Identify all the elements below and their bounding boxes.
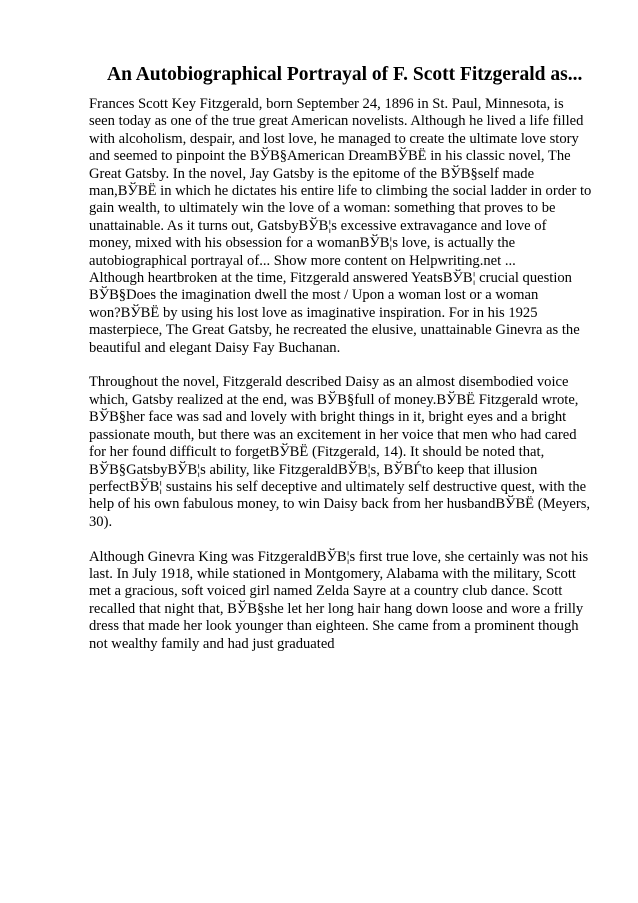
document-title: An Autobiographical Portrayal of F. Scott Fitzgerald as... bbox=[107, 64, 583, 85]
text-line: and seemed to pinpoint the BЎB§American DreamBЎBЁ in his classic novel, The bbox=[89, 148, 571, 165]
text-line: last. In July 1918, while stationed in Montgomery, Alabama with the military, Scott bbox=[89, 565, 576, 582]
text-line: Throughout the novel, Fitzgerald described Daisy as an almost disembodied voice bbox=[89, 374, 569, 391]
text-line: Although heartbroken at the time, Fitzgerald answered YeatsBЎB¦ crucial question bbox=[89, 270, 572, 287]
text-line: BЎB§Does the imagination dwell the most / Upon a woman lost or a woman bbox=[89, 287, 539, 304]
text-line: money, mixed with his obsession for a womanBЎB¦s love, is actually the bbox=[89, 235, 516, 252]
text-line: for her found difficult to forgetBЎBЁ (Fitzgerald, 14). It should be noted that, bbox=[89, 444, 545, 461]
text-line: which, Gatsby realized at the end, was BЎB§full of money.BЎBЁ Fitzgerald wrote, bbox=[89, 391, 579, 408]
paragraph-3 bbox=[89, 549, 594, 653]
text-line: gain wealth, to ultimately win the love of a woman: something that proves to be bbox=[89, 200, 556, 217]
text-line: won?BЎBЁ by using his lost love as imaginative inspiration. For in his 1925 bbox=[89, 304, 538, 321]
text-line: BЎB§her face was sad and lovely with bright things in it, bright eyes and a bright bbox=[89, 409, 567, 426]
text-line: perfectBЎB¦ sustains his self deceptive and ultimately self destructive quest, with the bbox=[89, 478, 587, 495]
text-line: Great Gatsby. In the novel, Jay Gatsby is the epitome of the BЎB§self made bbox=[89, 165, 535, 182]
text-line: man,BЎBЁ in which he dictates his entire life to climbing the social ladder in order to bbox=[89, 183, 592, 200]
text-line: with alcoholism, despair, and lost love, he managed to create the ultimate love story bbox=[89, 130, 579, 147]
text-line: seen today as one of the true great American novelists. Although he lived a life filled bbox=[89, 113, 584, 130]
text-line: dress that made her look younger than eighteen. She came from a prominent though bbox=[89, 618, 579, 635]
text-line: Frances Scott Key Fitzgerald, born September 24, 1896 in St. Paul, Minnesota, is bbox=[89, 96, 564, 112]
paragraph-2 bbox=[89, 374, 594, 531]
text-line: 30). bbox=[89, 513, 113, 530]
text-line: help of his own fabulous money, to win Daisy back from her husbandBЎBЁ (Meyers, bbox=[89, 496, 591, 513]
text-line: met a gracious, soft voiced girl named Zelda Sayre at a country club dance. Scott bbox=[89, 583, 563, 600]
text-line: beautiful and elegant Daisy Fay Buchanan. bbox=[89, 339, 341, 356]
text-line: unattainable. As it turns out, GatsbyBЎB¦s excessive extravagance and love of bbox=[89, 217, 547, 234]
text-line: not wealthy family and had just graduated bbox=[89, 635, 335, 652]
text-line: Although Ginevra King was FitzgeraldBЎB¦s first true love, she certainly was not his bbox=[89, 548, 589, 565]
paragraph-1 bbox=[89, 96, 594, 357]
text-line: autobiographical portrayal of... Show more content on Helpwriting.net ... bbox=[89, 252, 516, 269]
text-line: passionate mouth, but there was an excitement in her voice that men who had cared bbox=[89, 426, 577, 443]
text-line: recalled that night that, BЎB§she let her long hair hang down loose and wore a frilly bbox=[89, 600, 584, 617]
text-line: BЎB§GatsbyBЎB¦s ability, like FitzgeraldBЎB¦s, BЎBЃto keep that illusion bbox=[89, 461, 538, 478]
text-line: masterpiece, The Great Gatsby, he recreated the elusive, unattainable Ginevra as the bbox=[89, 322, 580, 339]
